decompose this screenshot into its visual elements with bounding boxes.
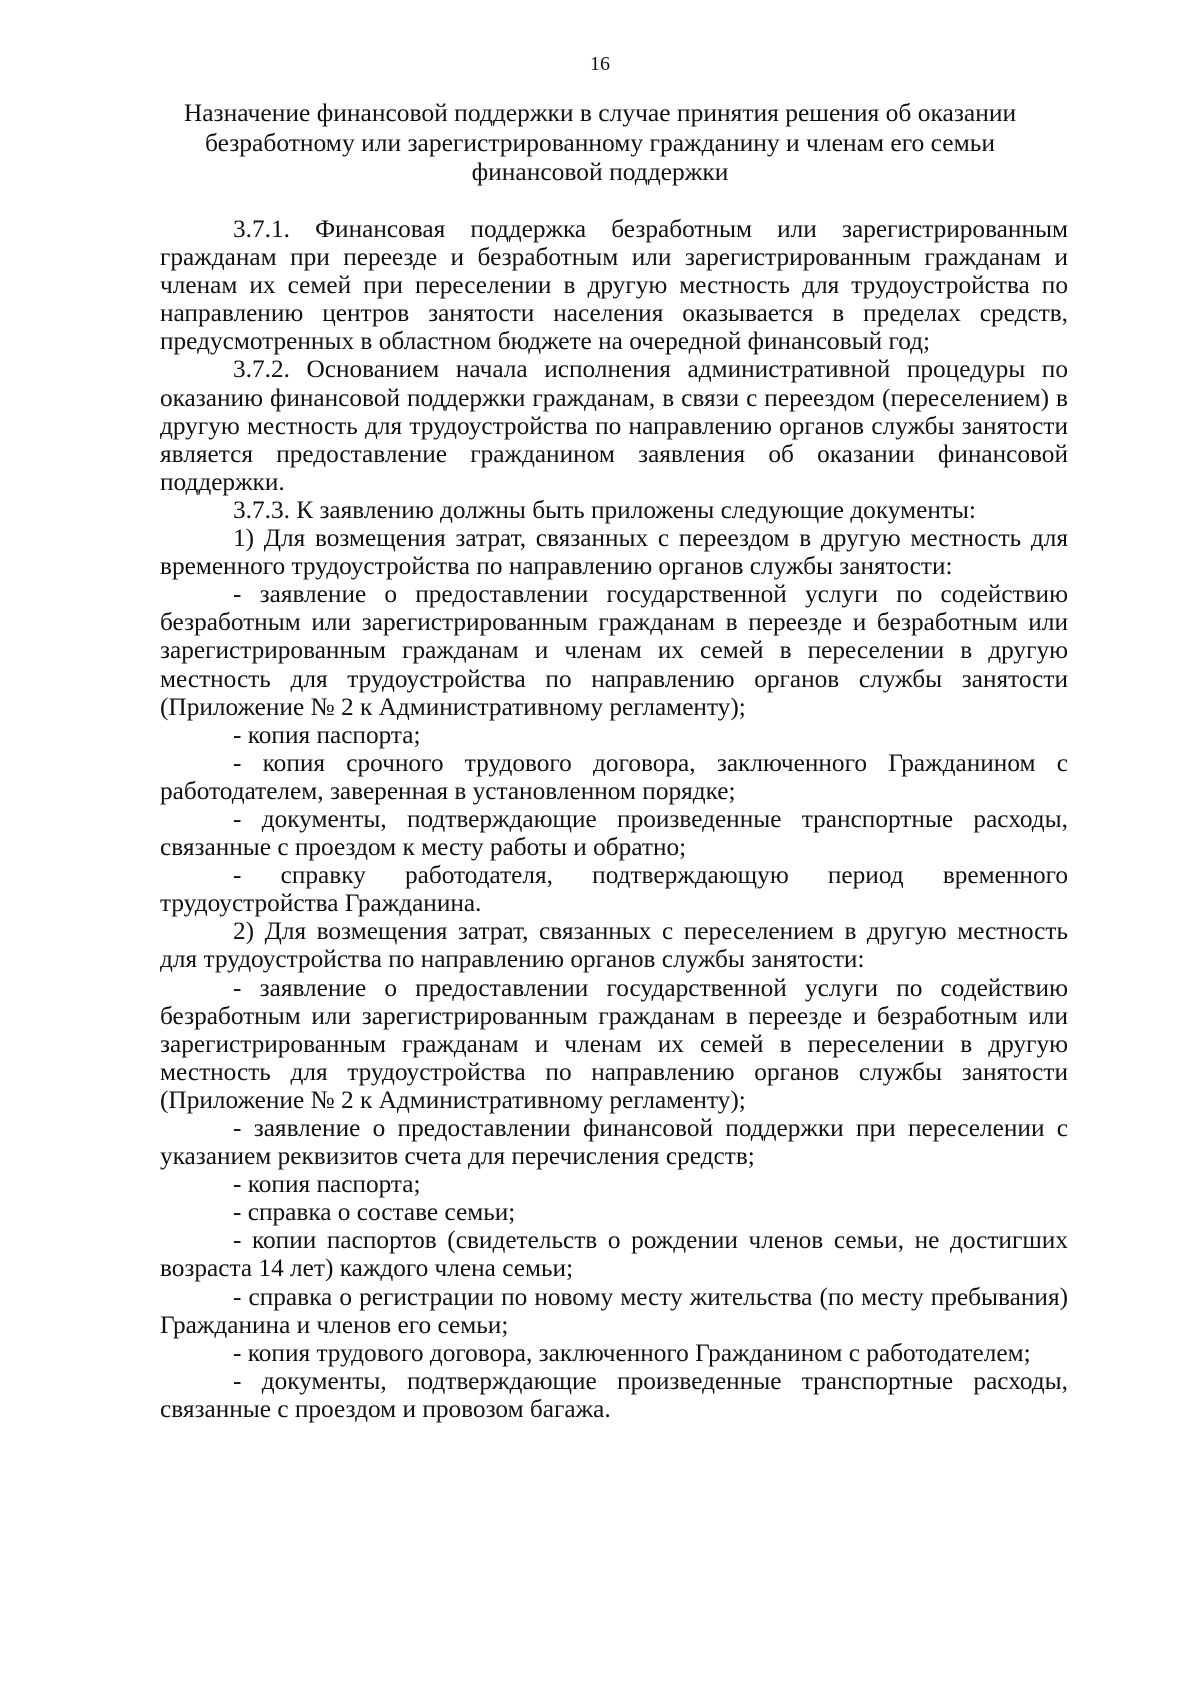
list-heading-temporary-move: 1) Для возмещения затрат, связанных с переездом в другую местность для временного трудоустройства по направлению органов службы занятости: — [160, 524, 1068, 581]
list-item: - справка о составе семьи; — [233, 1198, 516, 1227]
list-item: - копия паспорта; — [233, 1170, 421, 1199]
list-item: - заявление о предоставлении государственной услуги по содействию безработным или зарегистрированным гражданам в переезде и безработным или зарегистрированным гражданам и членам их семей в переселении в другую местность для трудоустройства по направлению органов службы занятости (Приложение № 2 к Административному регламенту); — [160, 973, 1068, 1114]
section-heading: Назначение финансовой поддержки в случае принятия решения об оказании безработному или зарегистрированному гражданину и членам его семьи финансовой поддержки — [183, 98, 1017, 186]
list-item: - документы, подтверждающие произведенные транспортные расходы, связанные с проездом к месту работы и обратно; — [160, 804, 1068, 862]
list-item: - копии паспортов (свидетельств о рождении членов семьи, не достигших возраста 14 лет) каждого члена семьи; — [160, 1226, 1068, 1283]
list-item: - заявление о предоставлении финансовой поддержки при переселении с указанием реквизитов счета для перечисления средств; — [160, 1114, 1068, 1171]
list-item: - справка о регистрации по новому месту жительства (по месту пребывания) Гражданина и членов его семьи; — [160, 1282, 1068, 1339]
list-item: - копия паспорта; — [233, 720, 421, 749]
list-item: - справку работодателя, подтверждающую период временного трудоустройства Гражданина. — [160, 861, 1068, 918]
page-number: 16 — [590, 53, 610, 75]
document-body — [160, 215, 1068, 1423]
paragraph-3-7-2: 3.7.2. Основанием начала исполнения административной процедуры по оказанию финансовой поддержки гражданам, в связи с переездом (переселением) в другую местность для трудоустройства по направлению органов службы занятости является предоставление гражданином заявления об оказании финансовой поддержки. — [160, 355, 1068, 496]
list-item: - заявление о предоставлении государственной услуги по содействию безработным или зарегистрированным гражданам в переезде и безработным или зарегистрированным гражданам и членам их семей в переселении в другую местность для трудоустройства по направлению органов службы занятости (Приложение № 2 к Административному регламенту); — [160, 580, 1068, 721]
paragraph-3-7-1: 3.7.1. Финансовая поддержка безработным или зарегистрированным гражданам при переезде и безработным или зарегистрированным гражданам и членам их семей при переселении в другую местность для трудоустройства по направлению центров занятости населения оказывается в пределах средств, предусмотренных в областном бюджете на очередной финансовый год; — [160, 215, 1068, 356]
list-heading-relocation: 2) Для возмещения затрат, связанных с переселением в другую местность для трудоустройства по направлению органов службы занятости: — [160, 917, 1068, 974]
list-item: - копия трудового договора, заключенного Гражданином с работодателем; — [233, 1338, 1031, 1367]
list-item: - документы, подтверждающие произведенные транспортные расходы, связанные с проездом и провозом багажа. — [160, 1366, 1068, 1423]
paragraph-3-7-3: 3.7.3. К заявлению должны быть приложены следующие документы: — [233, 495, 976, 524]
list-item: - копия срочного трудового договора, заключенного Гражданином с работодателем, заверенная в установленном порядке; — [160, 748, 1068, 805]
